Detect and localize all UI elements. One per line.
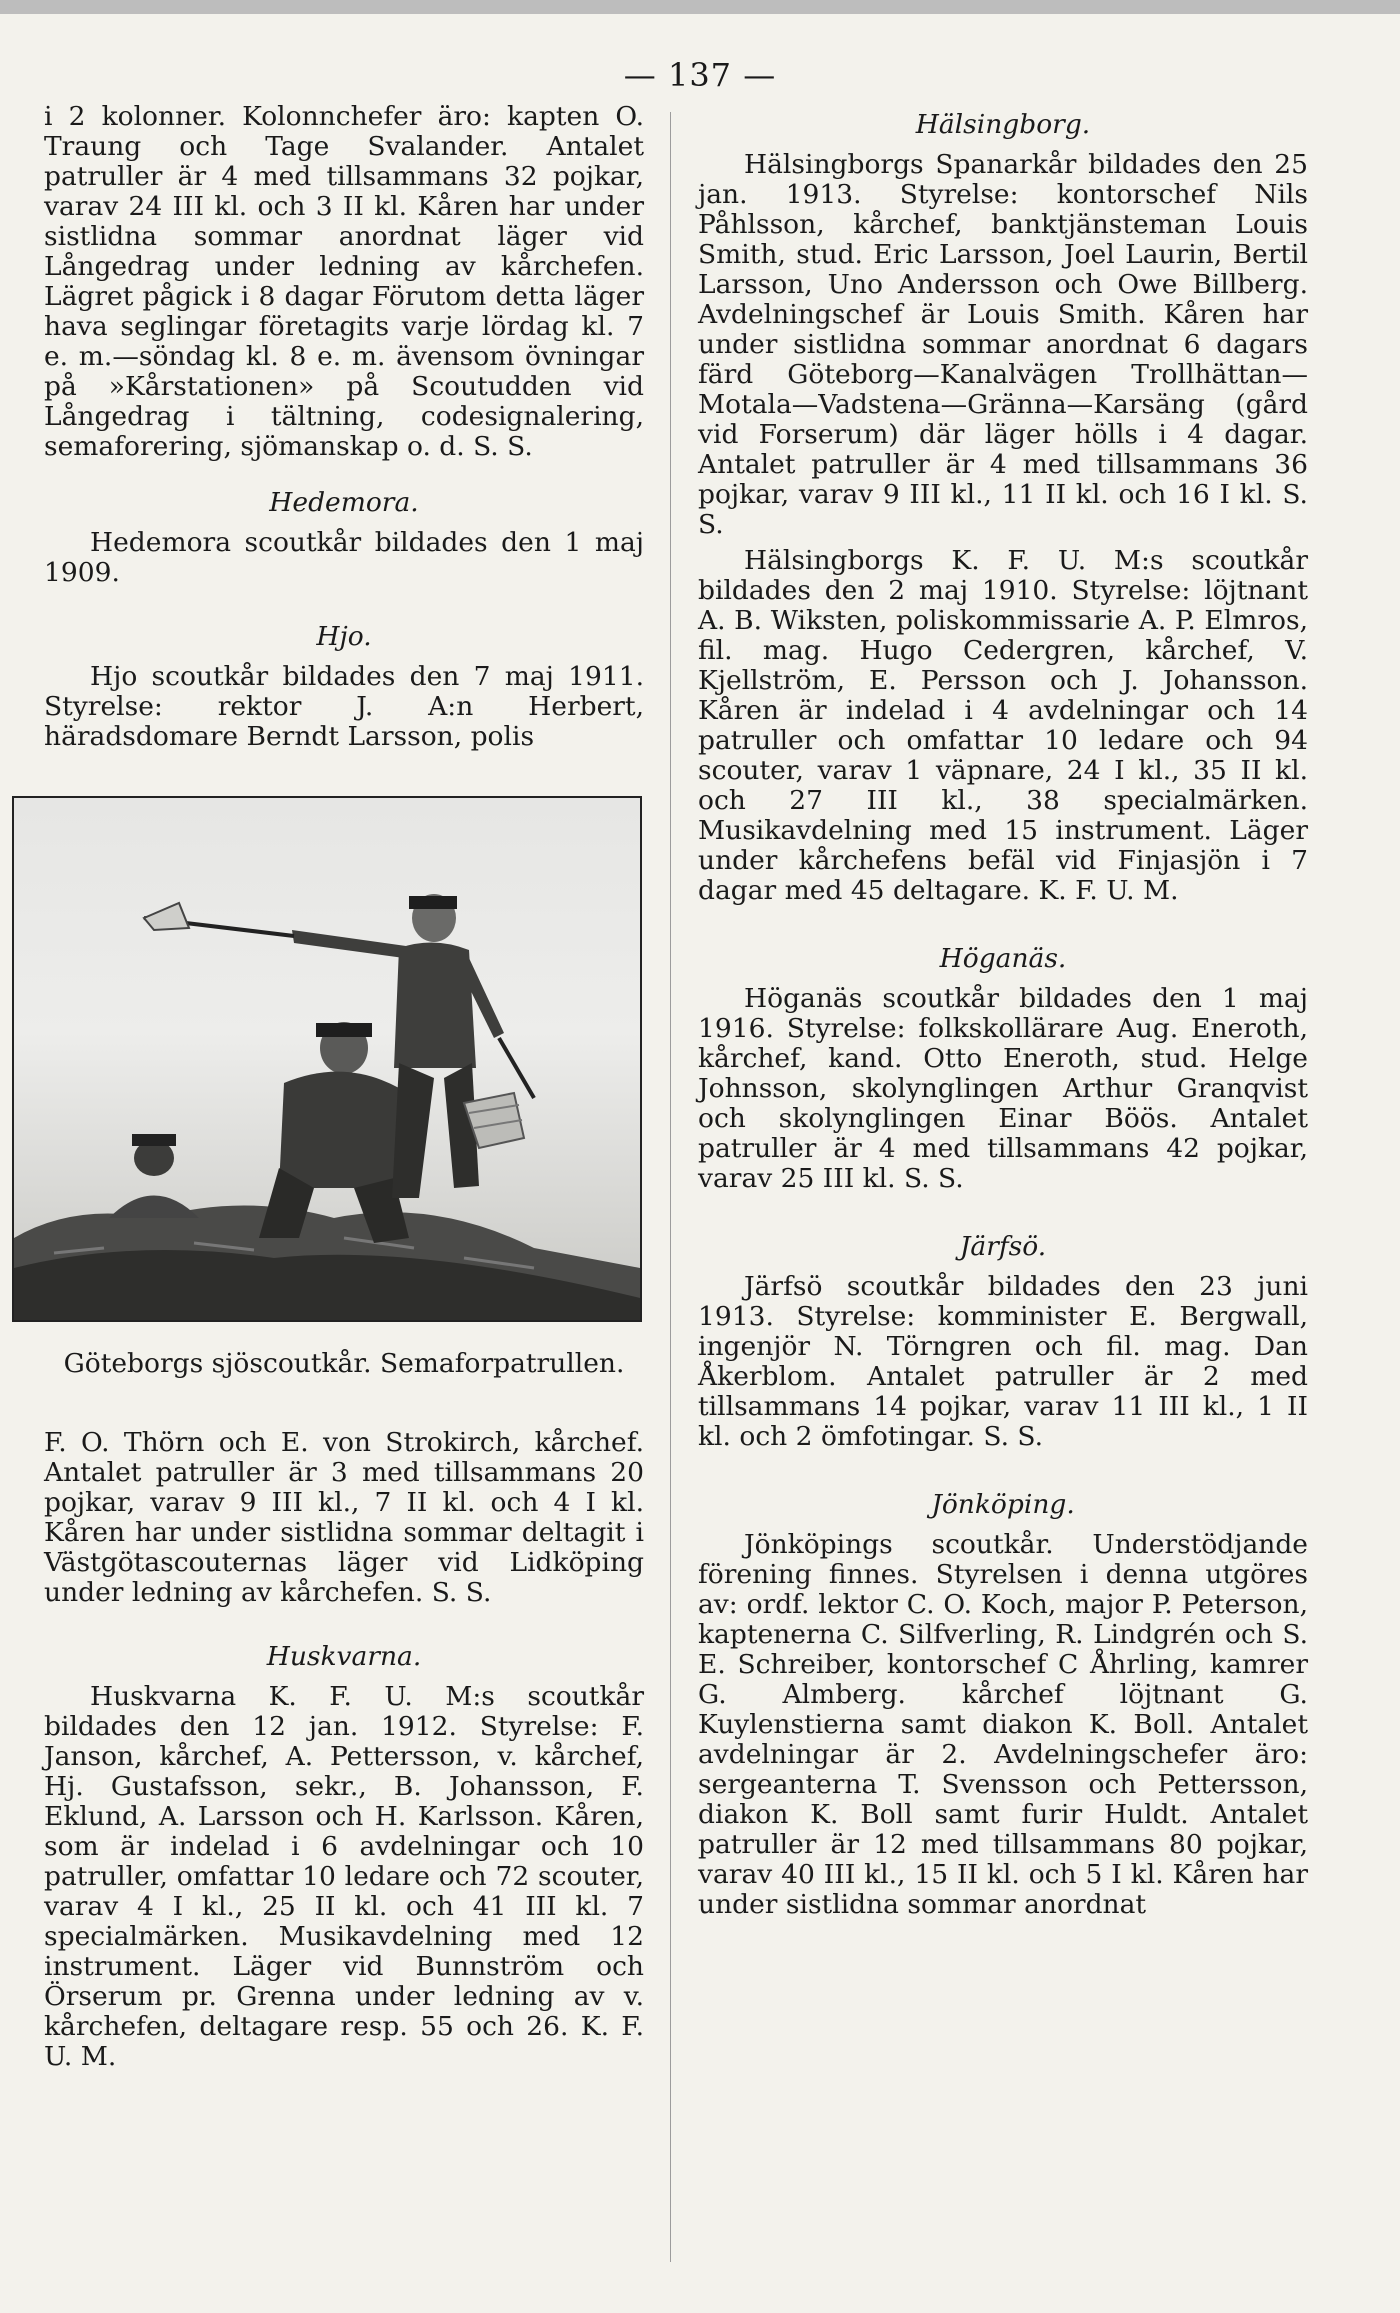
photo-illustration bbox=[14, 798, 640, 1320]
jonkoping-heading: Jönköping. bbox=[931, 1489, 1075, 1520]
hedemora-heading: Hedemora. bbox=[269, 487, 419, 518]
halsingborg-heading: Hälsingborg. bbox=[915, 109, 1091, 140]
hoganas-heading: Höganäs. bbox=[939, 943, 1067, 974]
jonkoping-paragraph: Jönköpings scoutkår. Understödjande förening finnes. Styrelsen i denna utgöres av: ordf. lektor C. O. Koch, major P. Peterson, kaptenerna C. Silfverling, R. Lindgrén och S. E. Schreiber, kontorschef C Åhrling, kamrer G. Almberg. kårchef löjtnant G. Kuylenstierna samt diakon K. Boll. Antalet avdelningar är 2. Avdelningschefer äro: sergeanterna T. Svensson och Pettersson, diakon K. Boll samt furir Huldt. Antalet patruller är 12 med tillsammans 80 pojkar, varav 40 III kl., 15 II kl. och 5 I kl. Kåren har under sistlidna sommar anordnat bbox=[698, 1529, 1308, 1920]
hjo-heading: Hjo. bbox=[316, 621, 372, 652]
photo-caption: Göteborgs sjöscoutkår. Semaforpatrullen. bbox=[63, 1348, 625, 1379]
huskvarna-heading: Huskvarna. bbox=[266, 1641, 422, 1672]
right-column bbox=[698, 102, 1308, 1920]
halsingborg-spanarkar-paragraph: Hälsingborgs Spanarkår bildades den 25 jan. 1913. Styrelse: kontorschef Nils Påhlsson, kårchef, banktjänsteman Louis Smith, stud. Eric Larsson, Joel Laurin, Bertil Larsson, Uno Andersson och Owe Billberg. Avdelningschef är Louis Smith. Kåren har under sistlidna sommar anordnat 6 dagars färd Göteborg—Kanalvägen Trollhättan—Motala—Vadstena—Gränna—Karsäng (gård vid Forserum) där läger hölls i 4 dagar. Antalet patruller är 4 med tillsammans 36 pojkar, varav 9 III kl., 11 II kl. och 16 I kl. S. S. bbox=[698, 149, 1308, 540]
page-number: — 137 — bbox=[623, 56, 777, 94]
left-column bbox=[44, 102, 644, 2072]
halsingborg-kfum-paragraph: Hälsingborgs K. F. U. M:s scoutkår bildades den 2 maj 1910. Styrelse: löjtnant A. B. Wiksten, poliskommissarie A. P. Elmros, fil. mag. Hugo Cedergren, kårchef, V. Kjellström, E. Persson och J. Johansson. Kåren är indelad i 4 avdelningar och 14 patruller och omfattar 10 ledare och 94 scouter, varav 1 väpnare, 24 I kl., 35 II kl. och 27 III kl., 38 specialmärken. Musikavdelning med 15 instrument. Läger under kårchefens befäl vid Finjasjön i 7 dagar med 45 deltagare. K. F. U. M. bbox=[698, 545, 1308, 906]
hjo-paragraph: Hjo scoutkår bildades den 7 maj 1911. Styrelse: rektor J. A:n Herbert, häradsdomare Berndt Larsson, polis bbox=[44, 661, 644, 752]
goteborg-continuation: i 2 kolonner. Kolonnchefer äro: kapten O. Traung och Tage Svalander. Antalet patruller är 4 med tillsammans 32 pojkar, varav 24 III kl. och 3 II kl. Kåren har under sistlidna sommar anordnat läger vid Långedrag under ledning av kårchefen. Lägret pågick i 8 dagar Förutom detta läger hava seglingar företagits varje lördag kl. 7 e. m.—söndag kl. 8 e. m. ävensom övningar på »Kårstationen» på Scoutudden vid Långedrag i tältning, codesignalering, semaforering, sjömanskap o. d. S. S. bbox=[44, 101, 644, 462]
photo-semaphore-patrol bbox=[12, 796, 642, 1322]
hedemora-paragraph: Hedemora scoutkår bildades den 1 maj 1909. bbox=[44, 527, 644, 588]
huskvarna-paragraph: Huskvarna K. F. U. M:s scoutkår bildades den 12 jan. 1912. Styrelse: F. Janson, kårchef, A. Pettersson, v. kårchef, Hj. Gustafsson, sekr., B. Johansson, F. Eklund, A. Larsson och H. Karlsson. Kåren, som är indelad i 6 avdelningar och 10 patruller, omfattar 10 ledare och 72 scouter, varav 4 I kl., 25 II kl. och 41 III kl. 7 specialmärken. Musikavdelning med 12 instrument. Läger vid Bunnström och Örserum pr. Grenna under ledning av v. kårchefen, deltagare resp. 55 och 26. K. F. U. M. bbox=[44, 1681, 644, 2072]
hoganas-paragraph: Höganäs scoutkår bildades den 1 maj 1916. Styrelse: folkskollärare Aug. Eneroth, kårchef, kand. Otto Eneroth, stud. Helge Johnsson, skolynglingen Arthur Granqvist och skolynglingen Einar Böös. Antalet patruller är 4 med tillsammans 42 pojkar, varav 25 III kl. S. S. bbox=[698, 983, 1308, 1194]
column-divider bbox=[670, 112, 671, 2262]
jarfso-heading: Järfsö. bbox=[959, 1231, 1047, 1262]
scan-edge bbox=[0, 0, 1400, 14]
hjo-continuation: F. O. Thörn och E. von Strokirch, kårchef. Antalet patruller är 3 med tillsammans 20 pojkar, varav 9 III kl., 7 II kl. och 4 I kl. Kåren har under sistlidna sommar deltagit i Västgötascouternas läger vid Lidköping under ledning av kårchefen. S. S. bbox=[44, 1427, 644, 1608]
jarfso-paragraph: Järfsö scoutkår bildades den 23 juni 1913. Styrelse: komminister E. Bergwall, ingenjör N. Törngren och fil. mag. Dan Åkerblom. Antalet patruller är 2 med tillsammans 14 pojkar, varav 11 III kl., 1 II kl. och 2 ömfotingar. S. S. bbox=[698, 1271, 1308, 1452]
